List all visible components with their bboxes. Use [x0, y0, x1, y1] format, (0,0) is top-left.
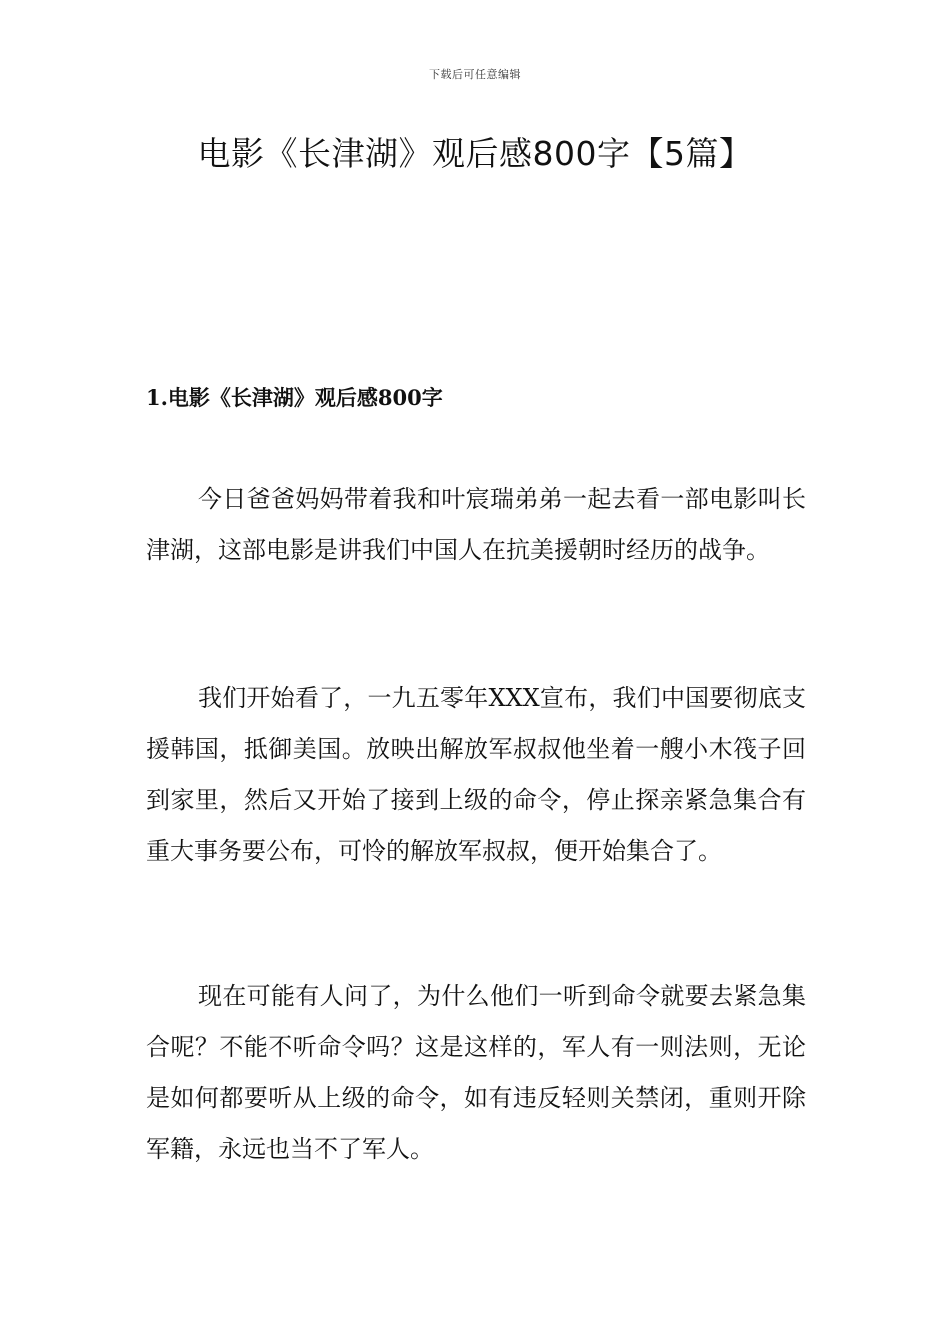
paragraph-1: 今日爸爸妈妈带着我和叶宸瑞弟弟一起去看一部电影叫长津湖，这部电影是讲我们中国人在抗美援朝时经历的战争。 [146, 485, 806, 564]
paragraph-3: 现在可能有人问了，为什么他们一听到命令就要去紧急集合呢？不能不听命令吗？这是这样的，军人有一则法则，无论是如何都要听从上级的命令，如有违反轻则关禁闭，重则开除军籍，永远也当不了军人。 [146, 982, 806, 1163]
paragraph-2: 我们开始看了，一九五零年XXX宣布，我们中国要彻底支援韩国，抵御美国。放映出解放军叔叔他坐着一艘小木筏子回到家里，然后又开始了接到上级的命令，停止探亲紧急集合有重大事务要公布，可怜的解放军叔叔，便开始集合了。 [146, 684, 806, 865]
document-title: 电影《长津湖》观后感800字【5篇】 [197, 134, 753, 173]
header-note: 下载后可任意编辑 [429, 68, 521, 81]
section-heading: 1.电影《长津湖》观后感800字 [146, 385, 443, 410]
